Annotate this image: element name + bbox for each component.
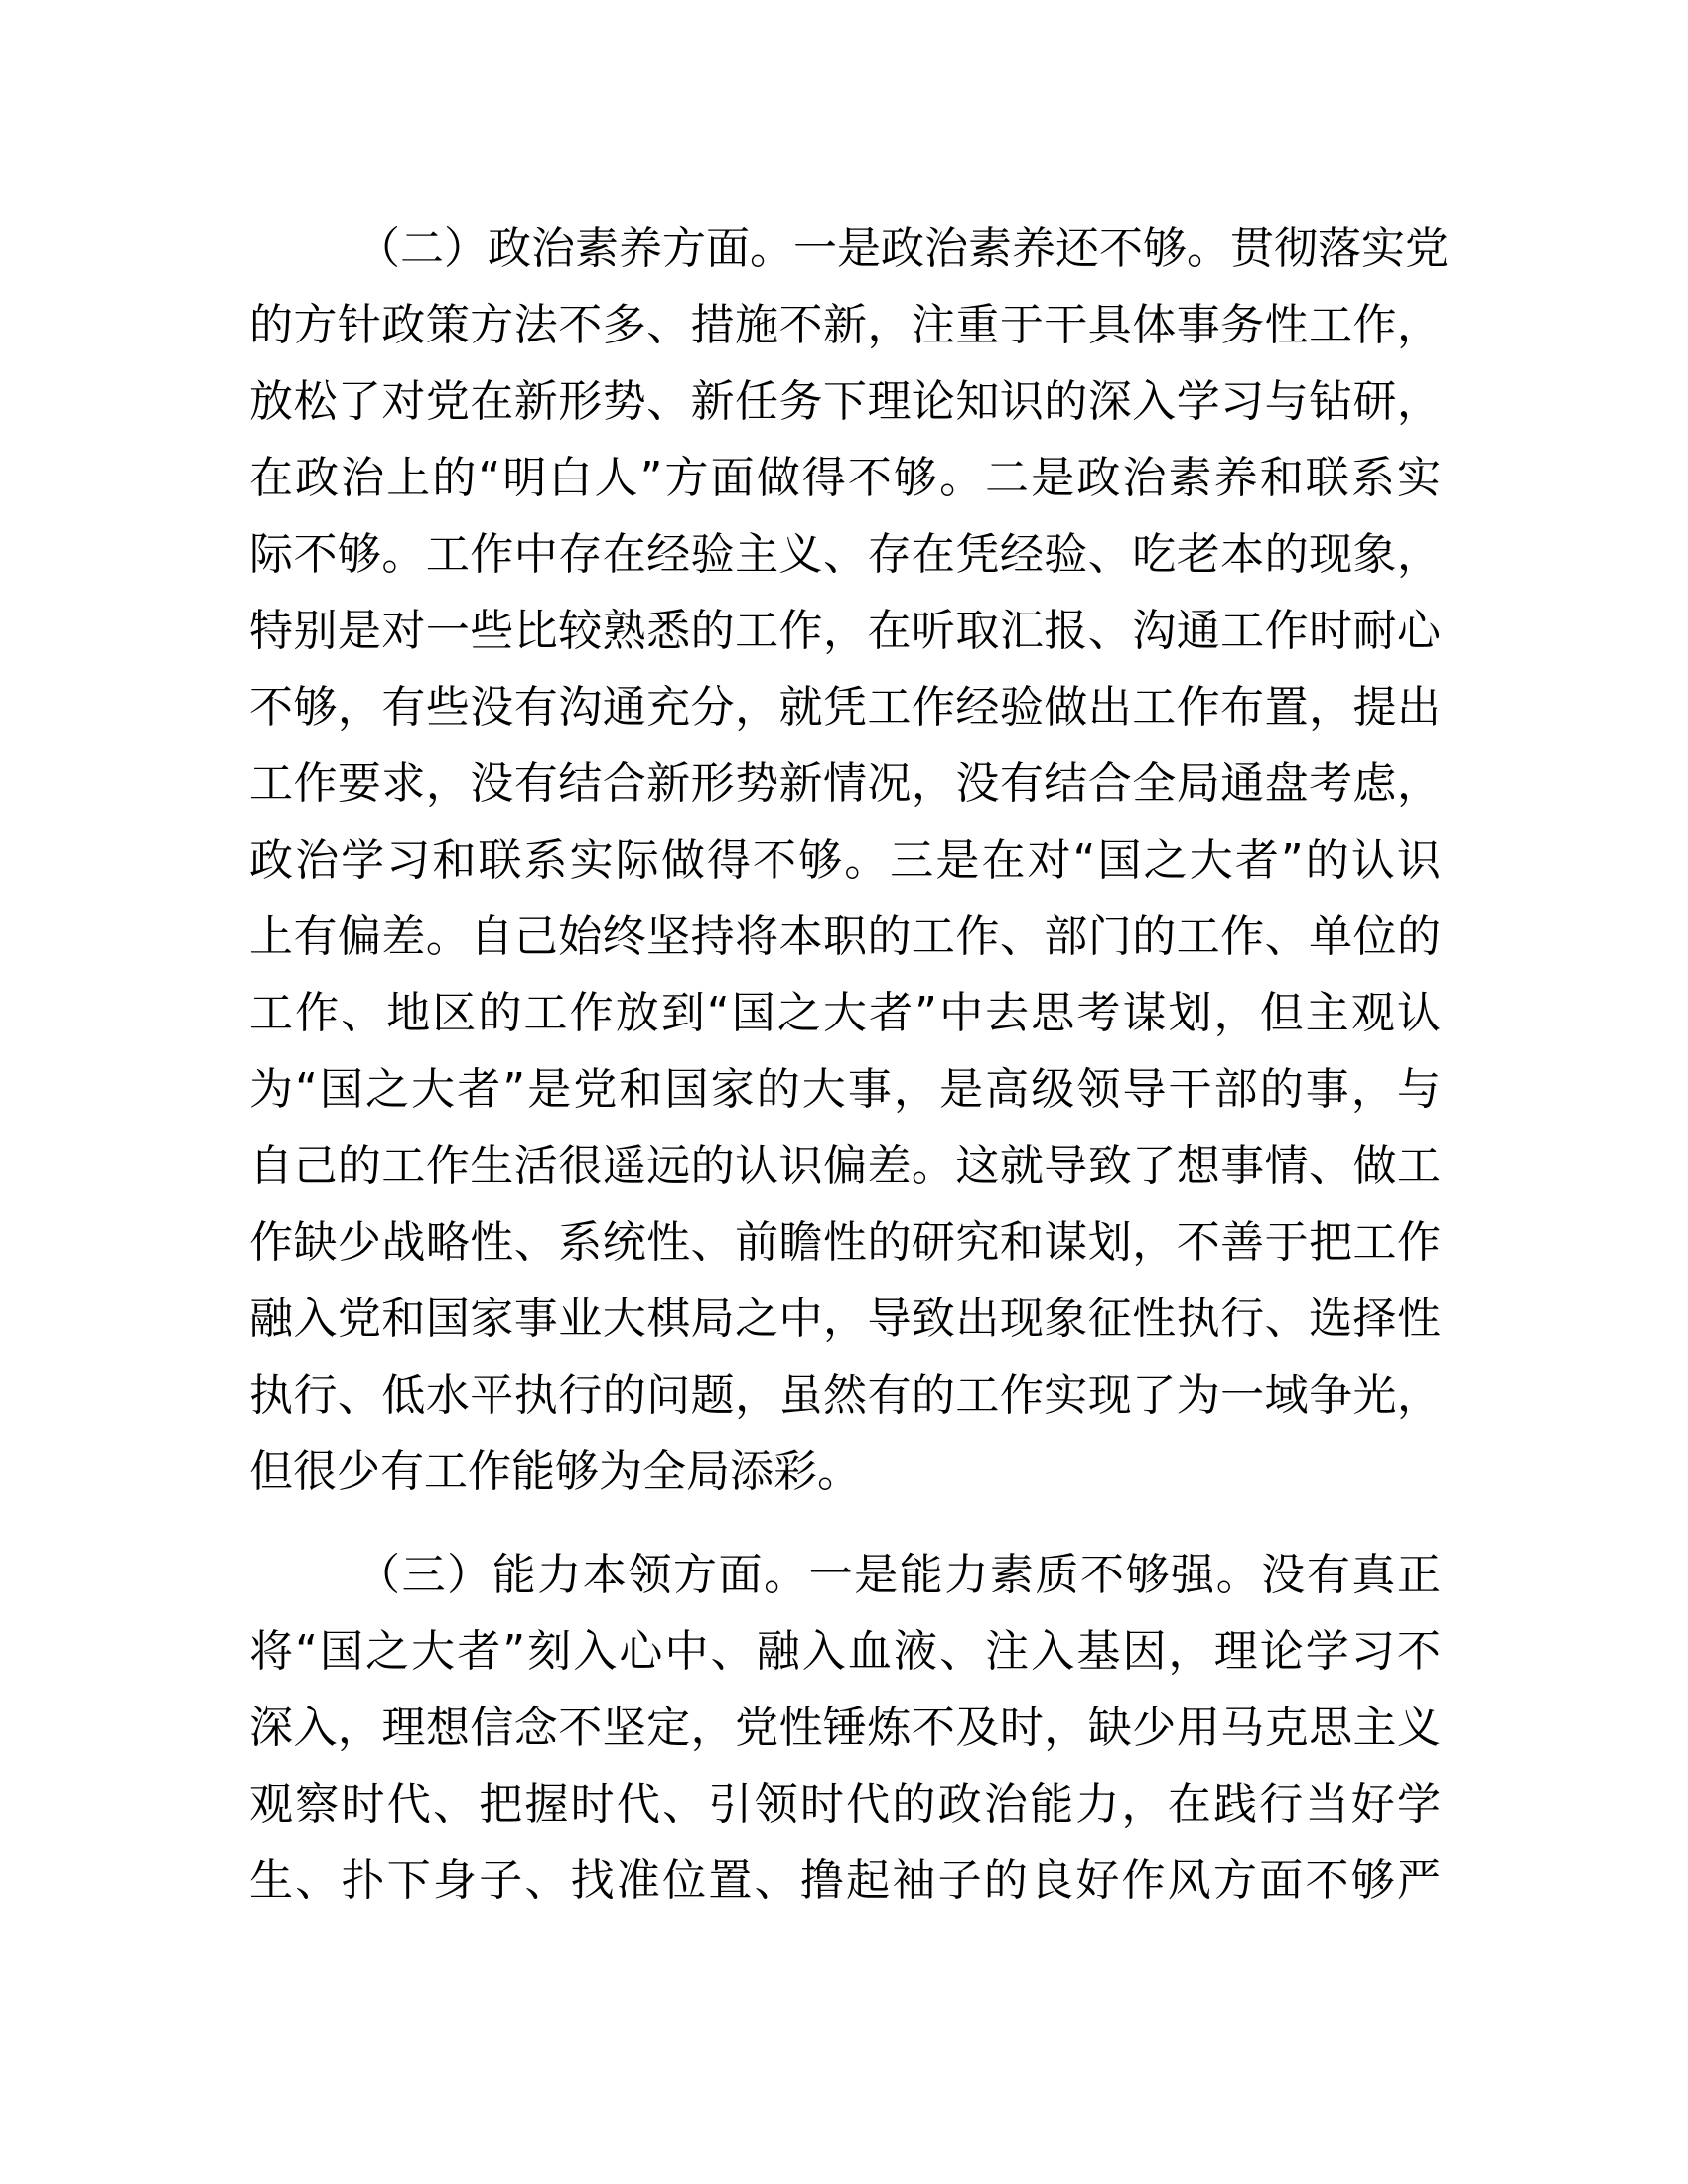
text-line: 的方针政策方法不多、措施不新，注重于干具体事务性工作， [249, 300, 1441, 350]
text-line: 际不够。工作中存在经验主义、存在凭经验、吃老本的现象， [249, 529, 1441, 580]
text-line: 为“国之大者”是党和国家的大事，是高级领导干部的事，与 [249, 1064, 1441, 1115]
text-line: 生、扑下身子、找准位置、撸起袖子的良好作风方面不够严 [249, 1855, 1441, 1906]
text-line: 执行、低水平执行的问题，虽然有的工作实现了为一域争光， [249, 1370, 1441, 1421]
text-line: 融入党和国家事业大棋局之中，导致出现象征性执行、选择性 [249, 1294, 1441, 1344]
text-line: 放松了对党在新形势、新任务下理论知识的深入学习与钻研， [249, 376, 1441, 427]
text-line: 不够，有些没有沟通充分，就凭工作经验做出工作布置，提出 [249, 682, 1441, 733]
text-line: 政治学习和联系实际做得不够。三是在对“国之大者”的认识 [249, 835, 1441, 886]
text-line: （三）能力本领方面。一是能力素质不够强。没有真正 [356, 1550, 1441, 1600]
text-line: 工作要求，没有结合新形势新情况，没有结合全局通盘考虑， [249, 758, 1441, 809]
text-line: 上有偏差。自己始终坚持将本职的工作、部门的工作、单位的 [249, 911, 1441, 962]
text-line: 自己的工作生活很遥远的认识偏差。这就导致了想事情、做工 [249, 1141, 1441, 1191]
paragraph-ability [249, 1537, 1441, 1995]
text-line: 工作、地区的工作放到“国之大者”中去思考谋划，但主观认 [249, 988, 1441, 1038]
text-line: 在政治上的“明白人”方面做得不够。二是政治素养和联系实 [249, 453, 1441, 503]
text-line: 将“国之大者”刻入心中、融入血液、注入基因，理论学习不 [249, 1626, 1441, 1677]
paragraph-political-literacy [249, 210, 1449, 1510]
text-line: （二）政治素养方面。一是政治素养还不够。贯彻落实党 [356, 223, 1449, 274]
text-line: 但很少有工作能够为全局添彩。 [249, 1446, 861, 1497]
text-line [249, 1919, 1441, 1995]
text-line: 特别是对一些比较熟悉的工作，在听取汇报、沟通工作时耐心 [249, 606, 1441, 656]
text-line: 观察时代、把握时代、引领时代的政治能力，在践行当好学 [249, 1779, 1441, 1830]
text-line: 作缺少战略性、系统性、前瞻性的研究和谋划，不善于把工作 [249, 1217, 1441, 1268]
text-line: 深入，理想信念不坚定，党性锤炼不及时，缺少用马克思主义 [249, 1703, 1441, 1753]
